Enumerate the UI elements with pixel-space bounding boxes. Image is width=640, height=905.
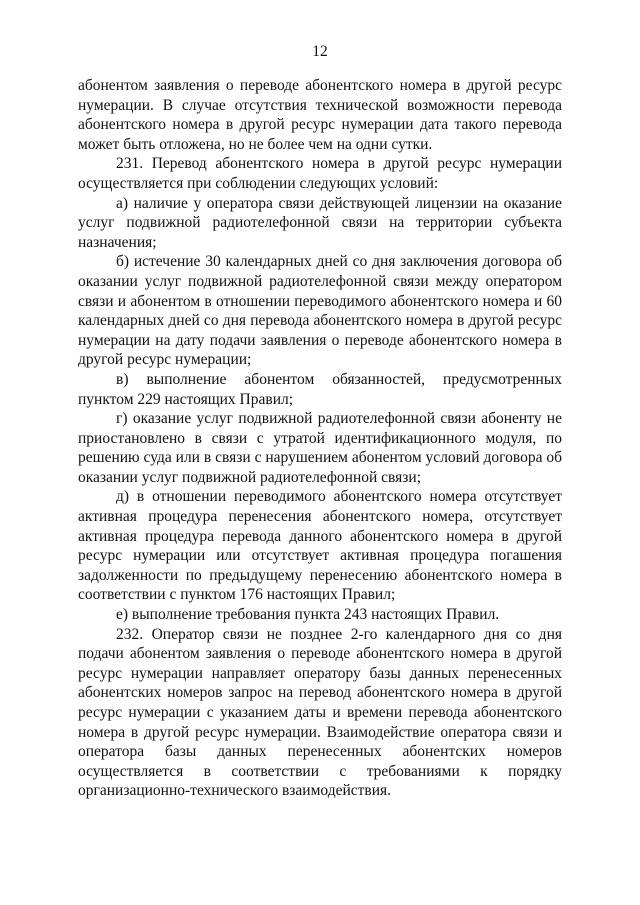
document-body (78, 76, 562, 801)
page-number: 12 (312, 43, 328, 60)
paragraph-231-e: е) выполнение требования пункта 243 настоящих Правил. (116, 606, 500, 624)
paragraph-232: 232. Оператор связи не позднее 2-го календарного дня со дня подачи абонентом заявления о переводе абонентского номера в другой ресурс нумерации направляет оператору базы данных перенесенных абонентских номеров запрос на перевод абонентского номера в другой ресурс нумерации с указанием даты и времени перевода абонентского номера в другой ресурс нумерации. Взаимодействие оператора связи и оператора базы данных перенесенных абонентских номеров осуществляется в соответствии с требованиями к порядку организационно-технического взаимодействия. (78, 625, 562, 800)
paragraph-231: 231. Перевод абонентского номера в другой ресурс нумерации осуществляется при соблюдении следующих условий: (78, 155, 562, 192)
paragraph-continuation: абонентом заявления о переводе абонентского номера в другой ресурс нумерации. В случае отсутствия технической возможности перевода абонентского номера в другой ресурс нумерации дата такого перевода может быть отложена, но не более чем на одни сутки. (78, 77, 562, 153)
paragraph-231-b: б) истечение 30 календарных дней со дня заключения договора об оказании услуг подвижной радиотелефонной связи между оператором связи и абонентом в отношении переводимого абонентского номера и 60 календарных дней со дня перевода абонентского номера в другой ресурс нумерации на дату подачи заявления о переводе абонентского номера в другой ресурс нумерации; (78, 253, 562, 369)
paragraph-231-a: а) наличие у оператора связи действующей лицензии на оказание услуг подвижной радиотелефонной связи на территории субъекта назначения; (78, 194, 562, 251)
paragraph-231-g: г) оказание услуг подвижной радиотелефонной связи абоненту не приостановлено в связи с утратой идентификационного модуля, по решению суда или в связи с нарушением абонентом условий договора об оказании услуг подвижной радиотелефонной связи; (78, 410, 562, 486)
paragraph-231-v: в) выполнение абонентом обязанностей, предусмотренных пунктом 229 настоящих Правил; (78, 370, 562, 408)
paragraph-231-d: д) в отношении переводимого абонентского номера отсутствует активная процедура перенесения абонентского номера, отсутствует активная процедура перевода данного абонентского номера в другой ресурс нумерации или отсутствует активная процедура погашения задолженности по предыдущему перенесению абонентского номера в соответствии с пунктом 176 настоящих Правил; (78, 488, 562, 604)
